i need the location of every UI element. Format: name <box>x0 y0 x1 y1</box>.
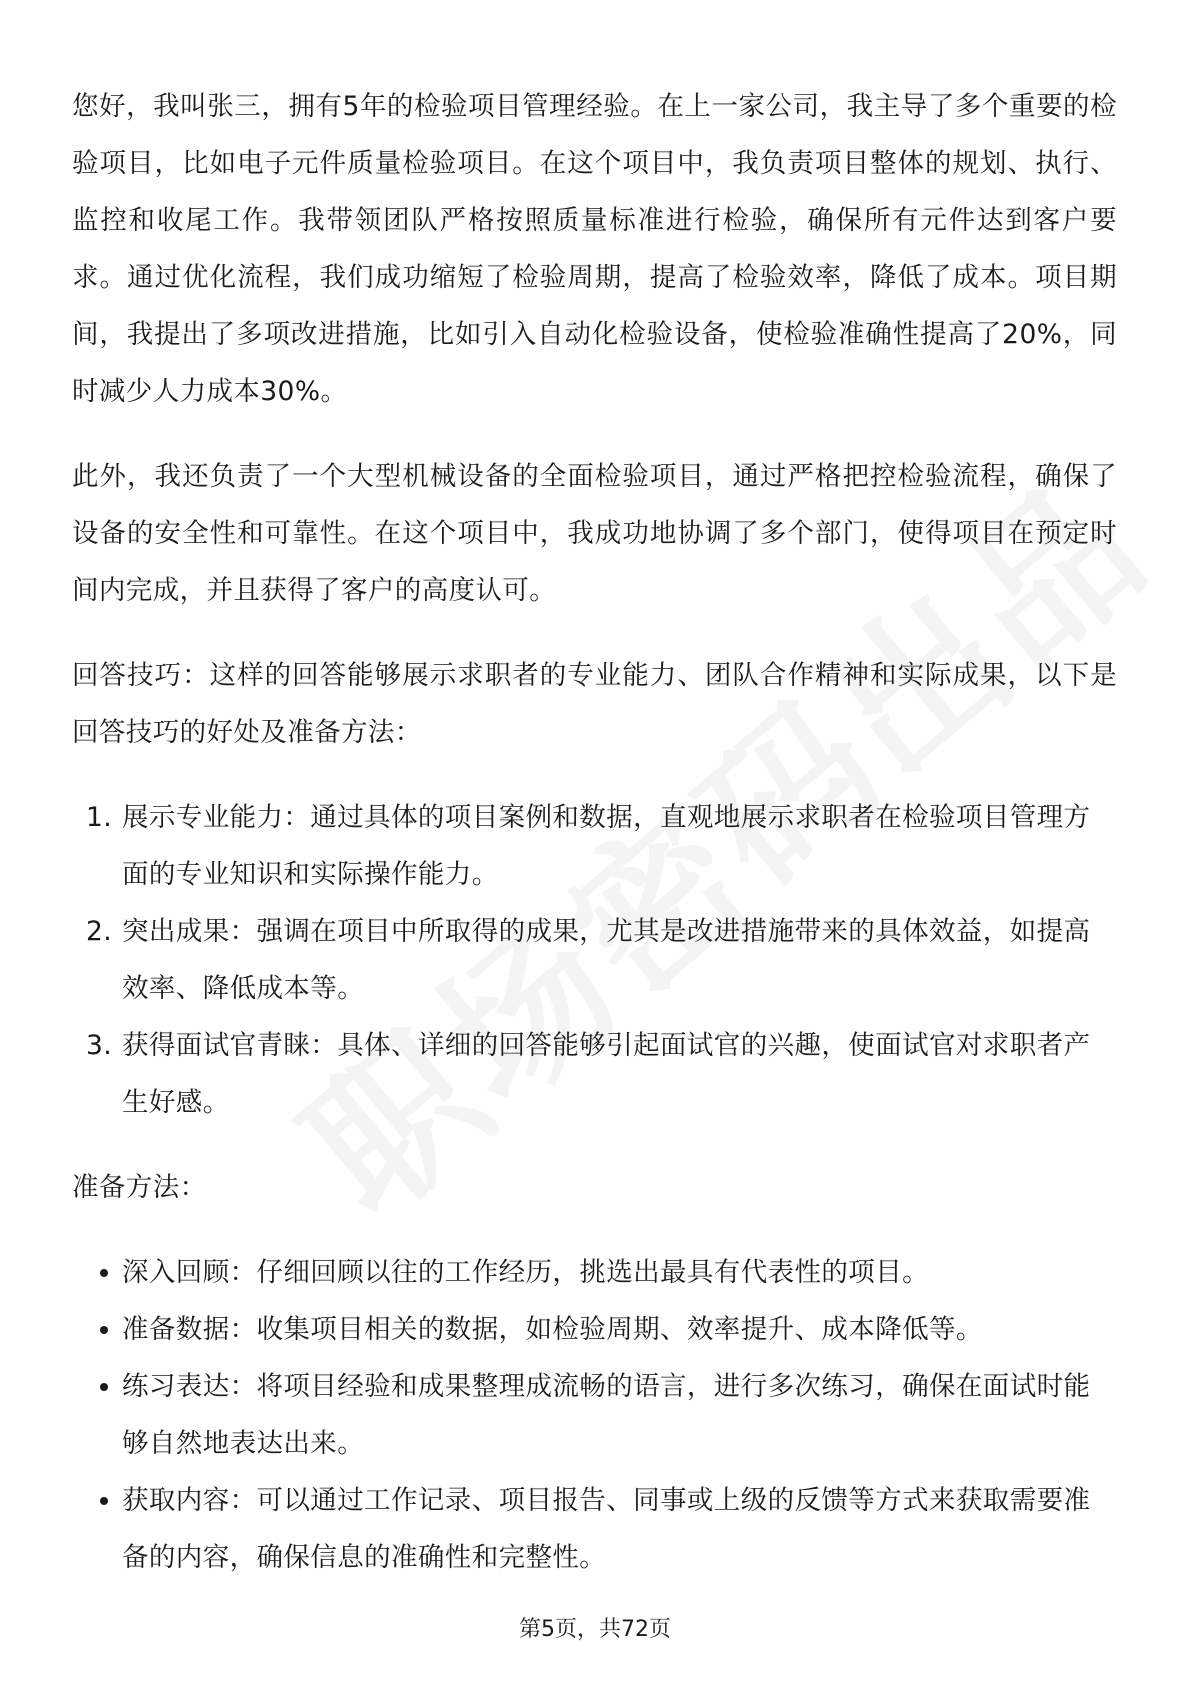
page-footer: 第5页，共72页 <box>519 1617 671 1642</box>
prep-heading: 准备方法： <box>72 1172 207 1203</box>
paragraph-tips: 回答技巧：这样的回答能够展示求职者的专业能力、团队合作精神和实际成果，以下是回答技巧的好处及准备方法： <box>72 660 1117 748</box>
bullet-icon <box>100 1497 108 1505</box>
list-item <box>72 903 1117 1017</box>
bullet-list <box>72 1244 1117 1586</box>
paragraph-intro: 您好，我叫张三，拥有5年的检验项目管理经验。在上一家公司，我主导了多个重要的检验项目，比如电子元件质量检验项目。在这个项目中，我负责项目整体的规划、执行、监控和收尾工作。我带领团队严格按照质量标准进行检验，确保所有元件达到客户要求。通过优化流程，我们成功缩短了检验周期，提高了检验效率，降低了成本。项目期间，我提出了多项改进措施，比如引入自动化检验设备，使检验准确性提高了20%，同时减少人力成本30%。 <box>72 91 1117 407</box>
list-item-text: 展示专业能力：通过具体的项目案例和数据，直观地展示求职者在检验项目管理方面的专业知识和实际操作能力。 <box>122 802 1091 890</box>
bullet-icon <box>100 1326 108 1334</box>
bullet-icon <box>100 1269 108 1277</box>
list-item-text: 深入回顾：仔细回顾以往的工作经历，挑选出最具有代表性的项目。 <box>122 1257 929 1288</box>
list-item <box>72 1472 1117 1586</box>
list-number: 3. <box>86 1030 113 1061</box>
list-item <box>72 789 1117 903</box>
document-body <box>72 78 1117 1586</box>
bullet-icon <box>100 1383 108 1391</box>
list-item-text: 突出成果：强调在项目中所取得的成果，尤其是改进措施带来的具体效益，如提高效率、降低成本等。 <box>122 916 1091 1004</box>
list-number: 2. <box>86 916 113 947</box>
list-item <box>72 1301 1117 1358</box>
list-item <box>72 1017 1117 1131</box>
list-item-text: 练习表达：将项目经验和成果整理成流畅的语言，进行多次练习，确保在面试时能够自然地表达出来。 <box>122 1371 1091 1459</box>
numbered-list <box>72 789 1117 1131</box>
paragraph-additional: 此外，我还负责了一个大型机械设备的全面检验项目，通过严格把控检验流程，确保了设备的安全性和可靠性。在这个项目中，我成功地协调了多个部门，使得项目在预定时间内完成，并且获得了客户的高度认可。 <box>72 461 1117 606</box>
list-number: 1. <box>86 802 113 833</box>
list-item-text: 获取内容：可以通过工作记录、项目报告、同事或上级的反馈等方式来获取需要准备的内容，确保信息的准确性和完整性。 <box>122 1485 1091 1573</box>
list-item <box>72 1358 1117 1472</box>
list-item-text: 准备数据：收集项目相关的数据，如检验周期、效率提升、成本降低等。 <box>122 1314 983 1345</box>
list-item <box>72 1244 1117 1301</box>
list-item-text: 获得面试官青睐：具体、详细的回答能够引起面试官的兴趣，使面试官对求职者产生好感。 <box>122 1030 1091 1118</box>
